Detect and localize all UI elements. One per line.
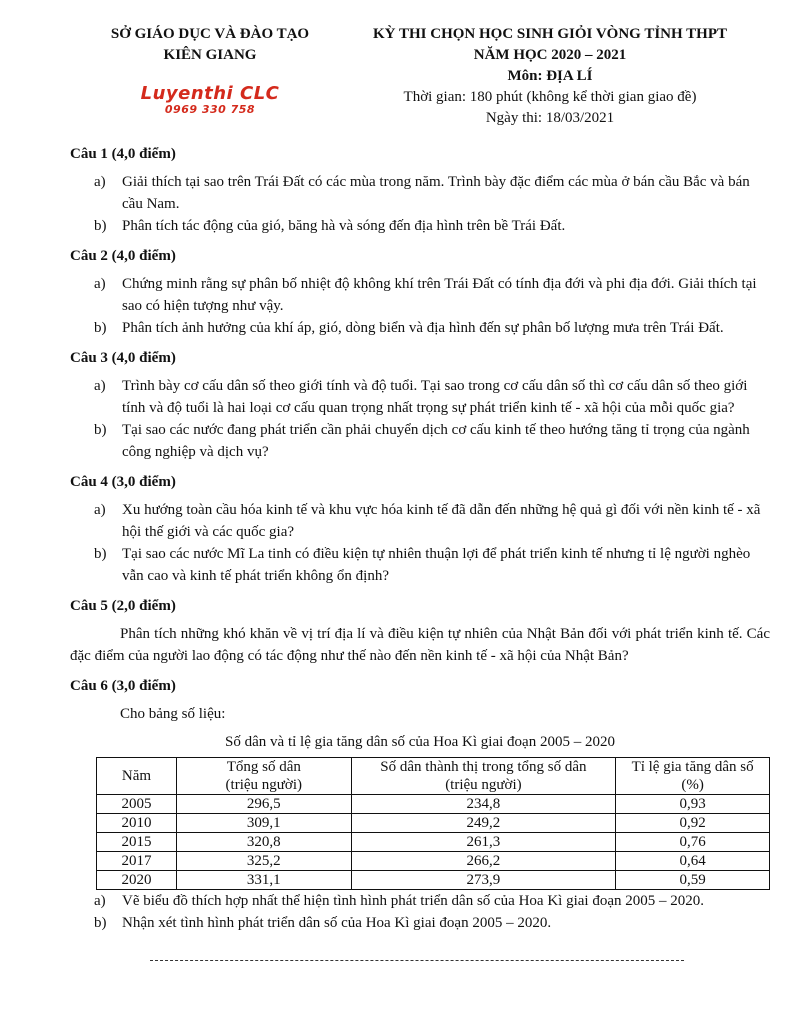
- exam-title: KỲ THI CHỌN HỌC SINH GIỎI VÒNG TỈNH THPT: [373, 26, 727, 42]
- data-table: [96, 757, 770, 890]
- item-text: Vẽ biểu đồ thích hợp nhất thể hiện tình hình phát triển dân số của Hoa Kì giai đoạn 2005 – 2020.: [122, 893, 704, 909]
- exam-date: Ngày thi: 18/03/2021: [485, 110, 615, 126]
- logo-phone: 0969 330 758: [164, 103, 256, 116]
- table-cell: 0,59: [616, 871, 770, 890]
- item-label: a): [94, 174, 106, 190]
- question-title: Câu 3 (4,0 điểm): [70, 350, 176, 366]
- table-cell: 320,8: [176, 833, 351, 852]
- table-cell: 249,2: [351, 814, 616, 833]
- item-label: a): [94, 893, 106, 909]
- column-header: [97, 758, 177, 795]
- item-label: a): [94, 502, 106, 518]
- table-row: [97, 871, 770, 890]
- header-text: Tỉ lệ gia tăng dân số: [631, 759, 754, 775]
- header-unit: (triệu người): [225, 777, 302, 793]
- item-label: b): [94, 218, 107, 234]
- question-title: Câu 1 (4,0 điểm): [70, 146, 176, 162]
- department-header: [60, 24, 360, 66]
- watermark-logo: [135, 84, 285, 116]
- item-text: Phân tích ảnh hưởng của khí áp, gió, dòng biển và địa hình đến sự phân bố lượng mưa trên Trái Đất.: [122, 320, 724, 336]
- question-item: [70, 171, 770, 215]
- question-item: [70, 890, 770, 912]
- school-year: NĂM HỌC 2020 – 2021: [473, 47, 627, 63]
- question-item: [70, 912, 770, 934]
- question-6: [70, 675, 770, 934]
- header-text: Tổng số dân: [226, 759, 301, 775]
- question-title: Câu 4 (3,0 điểm): [70, 474, 176, 490]
- item-text: Xu hướng toàn cầu hóa kinh tế và khu vực hóa kinh tế đã dẫn đến những hệ quả gì đối với nền kinh tế - xã hội thế giới và các quốc gia?: [122, 502, 761, 540]
- table-cell: 0,93: [616, 795, 770, 814]
- table-header-row: [97, 758, 770, 795]
- question-title: Câu 5 (2,0 điểm): [70, 598, 176, 614]
- table-cell: 0,92: [616, 814, 770, 833]
- table-cell: 2015: [97, 833, 177, 852]
- table-row: [97, 795, 770, 814]
- column-header: [616, 758, 770, 795]
- question-item: [70, 273, 770, 317]
- table-cell: 2020: [97, 871, 177, 890]
- item-label: b): [94, 320, 107, 336]
- question-text: Phân tích những khó khăn về vị trí địa lí và điều kiện tự nhiên của Nhật Bản đối với phát triển kinh tế. Các đặc điểm của người lao động có tác động như thế nào đến nền kinh tế - xã hội của Nhật Bản?: [70, 626, 770, 664]
- item-text: Trình bày cơ cấu dân số theo giới tính và độ tuổi. Tại sao trong cơ cấu dân số thì cơ cấu dân số theo giới tính và độ tuổi là hai loại cơ cấu quan trọng nhất trọng sự phát triển kinh tế - xã hội của mỗi quốc gia?: [122, 378, 748, 416]
- question-3: [70, 347, 770, 463]
- item-text: Phân tích tác động của gió, băng hà và sóng đến địa hình trên bề Trái Đất.: [122, 218, 566, 234]
- question-title: Câu 6 (3,0 điểm): [70, 678, 176, 694]
- item-label: b): [94, 915, 107, 931]
- table-cell: 296,5: [176, 795, 351, 814]
- item-text: Giải thích tại sao trên Trái Đất có các mùa trong năm. Trình bày đặc điểm các mùa ở bán cầu Bắc và bán cầu Nam.: [122, 174, 750, 212]
- table-cell: 309,1: [176, 814, 351, 833]
- table-cell: 331,1: [176, 871, 351, 890]
- column-header: [351, 758, 616, 795]
- province-name: KIÊN GIANG: [163, 47, 257, 63]
- header-text: Năm: [121, 768, 152, 784]
- item-label: a): [94, 276, 106, 292]
- item-text: Chứng minh rằng sự phân bố nhiệt độ không khí trên Trái Đất có tính địa đới và phi địa đới. Giải thích tại sao có hiện tượng như vậy.: [122, 276, 757, 314]
- department-name: SỞ GIÁO DỤC VÀ ĐÀO TẠO: [110, 26, 310, 42]
- question-4: [70, 471, 770, 587]
- question-5: [70, 595, 770, 667]
- table-title: Số dân và tỉ lệ gia tăng dân số của Hoa Kì giai đoạn 2005 – 2020: [225, 734, 615, 750]
- table-cell: 266,2: [351, 852, 616, 871]
- item-text: Tại sao các nước Mĩ La tinh có điều kiện tự nhiên thuận lợi để phát triển kinh tế nhưng tỉ lệ người nghèo vẫn cao và kinh tế phát triển không ổn định?: [122, 546, 751, 584]
- item-label: a): [94, 378, 106, 394]
- table-cell: 0,64: [616, 852, 770, 871]
- table-cell: 325,2: [176, 852, 351, 871]
- table-row: [97, 814, 770, 833]
- question-item: [70, 215, 770, 237]
- table-cell: 0,76: [616, 833, 770, 852]
- item-label: b): [94, 422, 107, 438]
- column-header: [176, 758, 351, 795]
- header-unit: (triệu người): [445, 777, 522, 793]
- exam-header: [360, 24, 740, 129]
- logo-brand: Luyenthi CLC: [140, 83, 280, 104]
- header-unit: (%): [681, 777, 704, 793]
- subject: Môn: ĐỊA LÍ: [507, 68, 593, 84]
- question-item: [70, 375, 770, 419]
- exam-duration: Thời gian: 180 phút (không kể thời gian giao đề): [403, 89, 697, 105]
- question-intro: Cho bảng số liệu:: [120, 706, 226, 722]
- header-text: Số dân thành thị trong tổng số dân: [380, 759, 587, 775]
- question-item: [70, 419, 770, 463]
- item-text: Tại sao các nước đang phát triển cần phải chuyển dịch cơ cấu kinh tế theo hướng tăng tỉ trọng của ngành công nghiệp và dịch vụ?: [122, 422, 750, 460]
- question-item: [70, 317, 770, 339]
- item-text: Nhận xét tình hình phát triển dân số của Hoa Kì giai đoạn 2005 – 2020.: [122, 915, 552, 931]
- question-1: [70, 143, 770, 237]
- table-cell: 273,9: [351, 871, 616, 890]
- table-row: [97, 852, 770, 871]
- table-row: [97, 833, 770, 852]
- question-title: Câu 2 (4,0 điểm): [70, 248, 176, 264]
- table-cell: 2017: [97, 852, 177, 871]
- table-cell: 2010: [97, 814, 177, 833]
- footer-divider: [150, 960, 684, 961]
- question-2: [70, 245, 770, 339]
- question-item: [70, 543, 770, 587]
- table-cell: 2005: [97, 795, 177, 814]
- table-cell: 261,3: [351, 833, 616, 852]
- table-cell: 234,8: [351, 795, 616, 814]
- exam-body: [70, 143, 770, 942]
- item-label: b): [94, 546, 107, 562]
- question-item: [70, 499, 770, 543]
